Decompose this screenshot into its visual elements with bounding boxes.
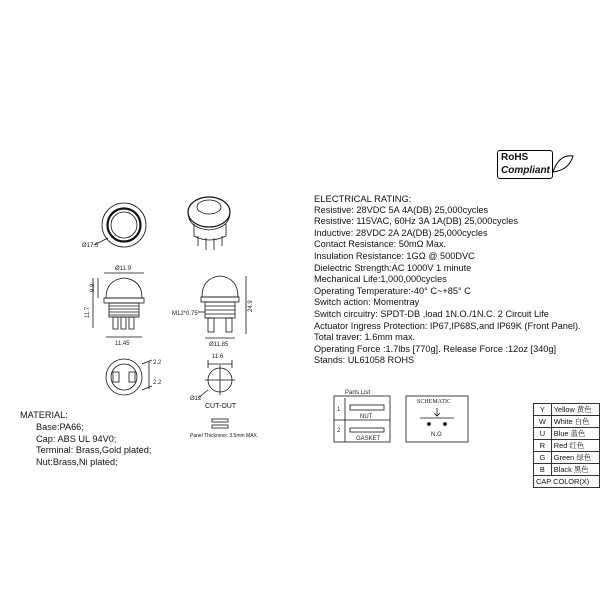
dim-d12: Ø12 — [190, 396, 202, 402]
dim-s22: 2.2 — [153, 360, 162, 366]
color-row: U Blue 蓝色 — [534, 428, 600, 440]
schematic-label: N.O — [431, 432, 442, 438]
cutout-title: CUT-OUT — [205, 403, 237, 410]
electrical-rating-block — [314, 193, 600, 367]
electrical-line: Total traver: 1.6mm max. — [314, 332, 416, 343]
dim-thread: M12*0.75 — [172, 311, 198, 317]
electrical-title: ELECTRICAL RATING: — [314, 193, 412, 204]
dim-h249: 24.9 — [248, 300, 254, 312]
electrical-line: Switch action: Momentray — [314, 297, 420, 308]
side-view-drawing — [198, 276, 246, 338]
rohs-logo-line1: RoHS — [501, 152, 529, 163]
leaf-icon — [551, 152, 575, 176]
front-view-drawing — [93, 273, 144, 337]
material-line: Base:PA66; — [36, 421, 84, 432]
dim-d119: Ø11.9 — [115, 266, 131, 272]
parts-list-title: Parts List — [345, 390, 371, 396]
electrical-line: Switch circuitry: SPDT-DB ,load 1N.O./1N.C. 2 Circuit Life — [314, 308, 549, 319]
rohs-logo — [497, 150, 577, 180]
schematic-title: SCHEMATIC — [417, 399, 452, 405]
dim-s22b: 2.2 — [153, 380, 162, 386]
cutout-drawing — [198, 360, 235, 428]
electrical-line: Contact Resistance: 50mΩ Max. — [314, 239, 446, 250]
bottom-view-drawing — [106, 359, 152, 395]
material-block — [20, 410, 151, 469]
color-row: Y Yellow 黄色 — [534, 404, 600, 416]
electrical-line: Resistive: 28VDC 5A 4A(DB) 25,000cycles — [314, 204, 489, 215]
material-title: MATERIAL: — [20, 410, 68, 420]
dim-w1145: 11.45 — [115, 341, 130, 347]
material-line: Terminal: Brass,Gold plated; — [36, 445, 152, 456]
material-line: Nut:Brass,Ni plated; — [36, 457, 118, 468]
color-table-footer: CAP COLOR(X) — [534, 476, 600, 488]
dim-w116: 11.6 — [212, 354, 224, 360]
electrical-line: Dielectric Strength:AC 1000V 1 minute — [314, 262, 472, 273]
electrical-line: Mechanical Life:1,000,000cycles — [314, 274, 447, 285]
color-row: W White 白色 — [534, 416, 600, 428]
parts-row1-name: NUT — [360, 414, 373, 420]
electrical-line: Resistive: 115VAC, 60Hz 3A 1A(DB) 25,000cycles — [314, 216, 518, 227]
dim-h117: 11.7 — [85, 306, 91, 318]
rohs-logo-line2: Compliant — [501, 165, 550, 176]
color-row: G Green 绿色 — [534, 452, 600, 464]
color-row: B Black 黑色 — [534, 464, 600, 476]
parts-row2-name: GASKET — [356, 436, 381, 442]
parts-row1-no: 1 — [337, 407, 341, 413]
parts-row2-no: 2 — [337, 428, 341, 434]
dim-d1185: Ø11.85 — [209, 342, 229, 348]
material-line: Cap: ABS UL 94V0; — [36, 433, 117, 444]
electrical-line: Operating Force :1.7lbs [770g]. Release Force :12oz [340g] — [314, 343, 557, 354]
electrical-line: Stands: UL61058 ROHS — [314, 355, 415, 366]
electrical-line: Insulation Resistance: 1GΩ @ 500DVC — [314, 250, 475, 261]
cap-color-table — [533, 403, 600, 488]
top-view-drawing — [94, 203, 146, 247]
electrical-line: Inductive: 28VDC 2A 2A(DB) 25,000cycles — [314, 227, 488, 238]
panel-thickness-note: Panel Thickness: 3.5mm MAX. — [190, 433, 259, 439]
electrical-line: Actuator Ingress Protection: IP67,IP68S,and IP69K (Front Panel). — [314, 320, 581, 331]
color-row: R Red 红色 — [534, 440, 600, 452]
dim-h99: 9.9 — [90, 283, 96, 292]
dim-d175: Ø17.5 — [82, 243, 99, 249]
electrical-line: Operating Temperature:-40° C~+85° C — [314, 285, 471, 296]
isometric-view-drawing — [188, 197, 230, 250]
